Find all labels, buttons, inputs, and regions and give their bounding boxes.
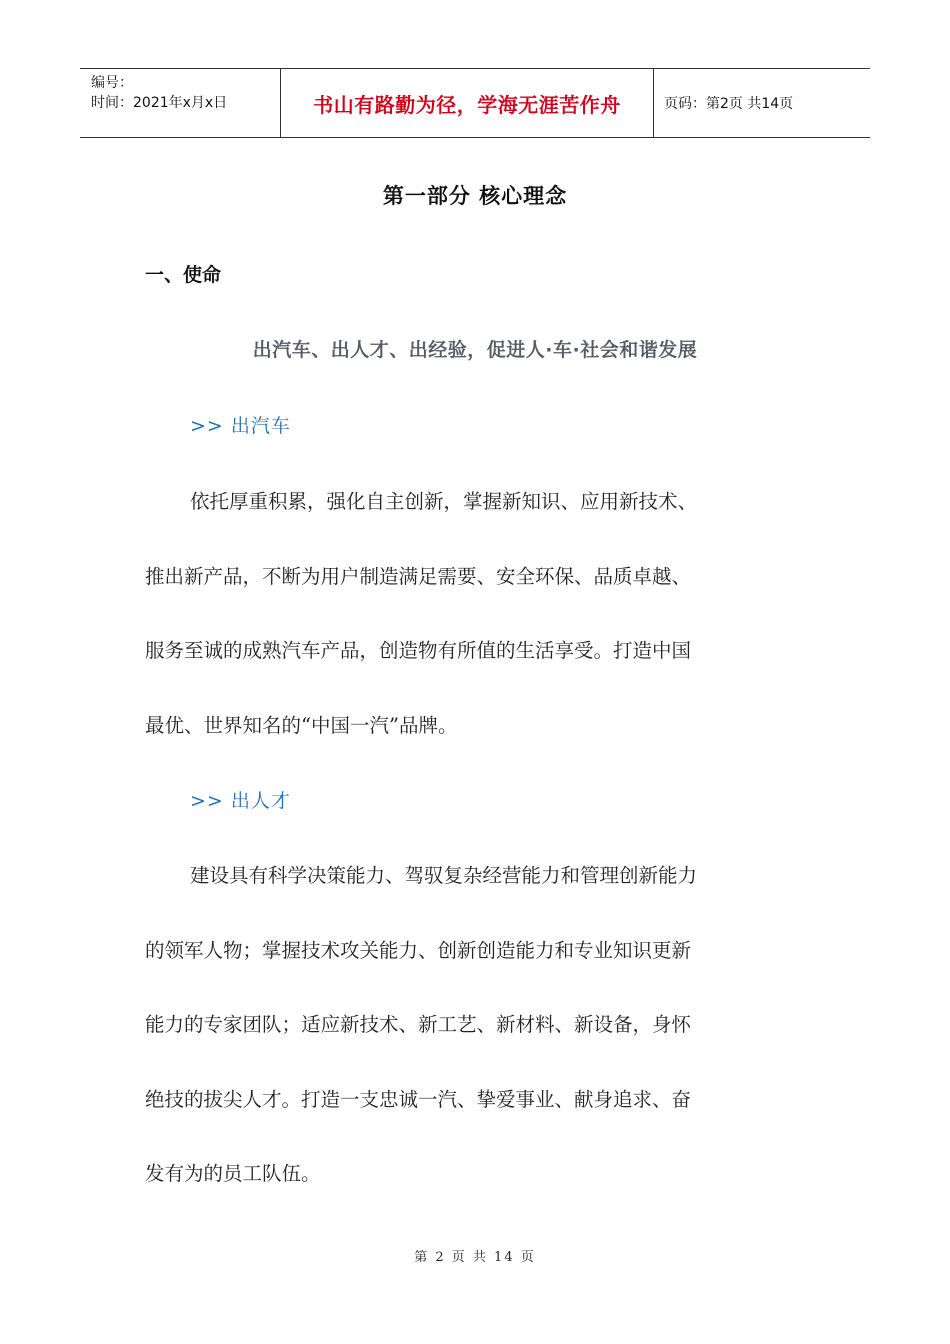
section-heading-mission: 一、使命: [145, 264, 222, 286]
subheading-cars: >> 出汽车: [190, 415, 291, 437]
paragraph-line: 推出新产品，不断为用户制造满足需要、安全环保、品质卓越、: [145, 564, 692, 588]
paragraph-line: 依托厚重积累，强化自主创新，掌握新知识、应用新技术、: [190, 490, 698, 513]
header-page-info: 页码：第2页 共14页: [664, 96, 794, 112]
page-header-table: [80, 68, 870, 138]
mission-statement: 出汽车、出人才、出经验，促进人·车·社会和谐发展: [252, 339, 698, 361]
paragraph-line: 的领军人物；掌握技术攻关能力、创新创造能力和专业知识更新: [145, 938, 692, 962]
paragraph-line: 建设具有科学决策能力、驾驭复杂经营能力和管理创新能力: [190, 864, 698, 887]
subheading-talent: >> 出人才: [190, 790, 291, 812]
document-time-label: 时间：2021年x月x日: [91, 95, 228, 111]
page-footer: 第 2 页 共 14 页: [414, 1250, 536, 1265]
document-number-label: 编号：: [91, 75, 133, 91]
header-meta-cell: [80, 69, 281, 137]
paragraph-talent: [145, 860, 805, 1233]
paragraph-cars: [145, 486, 805, 784]
page-title: 第一部分 核心理念: [382, 184, 568, 208]
paragraph-line: 发有为的员工队伍。: [145, 1162, 321, 1185]
paragraph-line: 服务至诚的成熟汽车产品，创造物有所值的生活享受。打造中国: [145, 639, 692, 662]
paragraph-line: 最优、世界知名的“中国一汽”品牌。: [145, 713, 458, 737]
paragraph-line: 绝技的拔尖人才。打造一支忠诚一汽、挚爱事业、献身追求、奋: [145, 1087, 692, 1111]
header-motto: 书山有路勤为径，学海无涯苦作舟: [281, 69, 654, 137]
paragraph-line: 能力的专家团队；适应新技术、新工艺、新材料、新设备，身怀: [145, 1013, 692, 1036]
